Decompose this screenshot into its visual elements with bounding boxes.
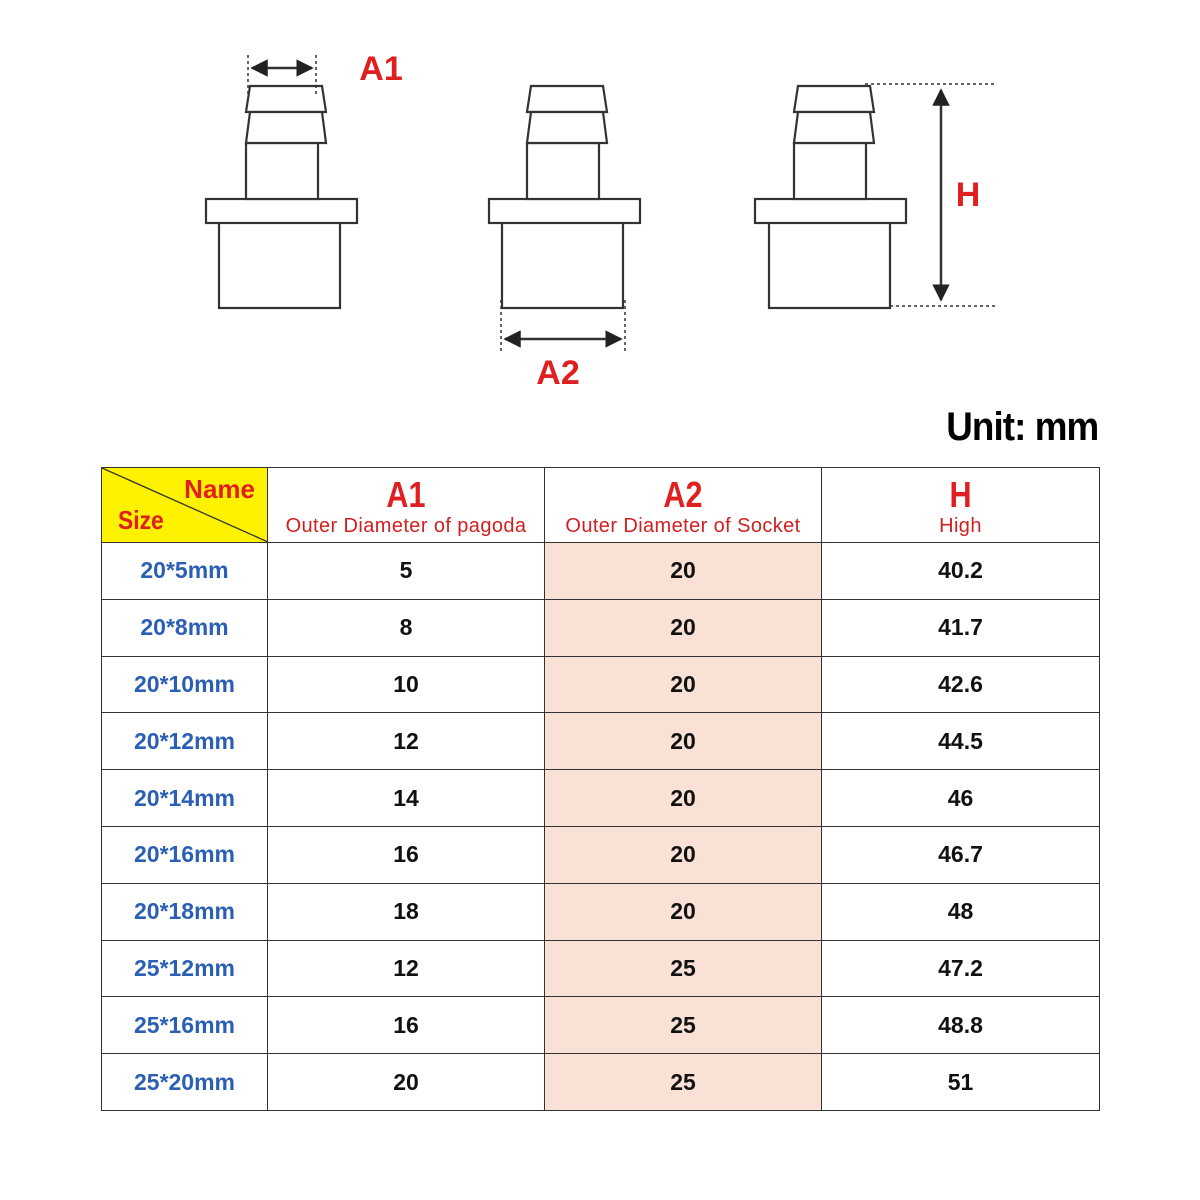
corner-header-cell — [102, 468, 268, 543]
h-value-cell: 48 — [822, 883, 1100, 940]
a2-value-cell: 20 — [545, 713, 822, 770]
column-header-a1 — [268, 468, 545, 543]
corner-size-label: Size — [118, 505, 164, 535]
h-value-cell: 48.8 — [822, 997, 1100, 1054]
a2-value-cell: 25 — [545, 940, 822, 997]
table-row — [102, 826, 1100, 883]
a1-value-cell: 12 — [268, 940, 545, 997]
table-row — [102, 940, 1100, 997]
fitting-3-outline — [755, 86, 906, 308]
svg-text:A1: A1 — [359, 50, 403, 88]
fitting-1-outline — [206, 86, 357, 308]
h-value-cell: 46 — [822, 770, 1100, 827]
corner-name-label: Name — [184, 474, 255, 504]
table-row — [102, 656, 1100, 713]
h-value-cell: 44.5 — [822, 713, 1100, 770]
table-row — [102, 770, 1100, 827]
h-value-cell: 42.6 — [822, 656, 1100, 713]
h-value-cell: 40.2 — [822, 543, 1100, 600]
svg-text:H: H — [955, 176, 981, 214]
fitting-2-outline — [489, 86, 640, 308]
size-cell: 20*10mm — [102, 656, 268, 713]
a1-value-cell: 10 — [268, 656, 545, 713]
a1-value-cell: 5 — [268, 543, 545, 600]
a2-value-cell: 20 — [545, 770, 822, 827]
a2-value-cell: 20 — [545, 826, 822, 883]
size-cell: 25*16mm — [102, 997, 268, 1054]
fitting-dimension-diagram — [0, 0, 1200, 420]
table-row — [102, 713, 1100, 770]
size-cell: 25*12mm — [102, 940, 268, 997]
a1-value-cell: 12 — [268, 713, 545, 770]
table-row — [102, 543, 1100, 600]
size-cell: 25*20mm — [102, 1054, 268, 1111]
a1-value-cell: 16 — [268, 826, 545, 883]
table-row — [102, 599, 1100, 656]
h-value-cell: 51 — [822, 1054, 1100, 1111]
h-label — [956, 176, 981, 214]
column-header-h — [822, 468, 1100, 543]
a2-value-cell: 20 — [545, 599, 822, 656]
size-cell: 20*8mm — [102, 599, 268, 656]
size-spec-table — [101, 467, 1100, 1111]
a2-label — [536, 354, 579, 392]
a1-value-cell: 20 — [268, 1054, 545, 1111]
size-cell: 20*5mm — [102, 543, 268, 600]
a2-value-cell: 20 — [545, 656, 822, 713]
column-header-a2 — [545, 468, 822, 543]
size-cell: 20*18mm — [102, 883, 268, 940]
a2-value-cell: 20 — [545, 883, 822, 940]
size-cell: 20*12mm — [102, 713, 268, 770]
h-value-cell: 47.2 — [822, 940, 1100, 997]
table-row — [102, 997, 1100, 1054]
a2-value-cell: 25 — [545, 997, 822, 1054]
column-desc-a2: Outer Diameter of Socket — [565, 515, 801, 537]
h-value-cell: 46.7 — [822, 826, 1100, 883]
a2-value-cell: 20 — [545, 543, 822, 600]
a2-value-cell: 25 — [545, 1054, 822, 1111]
a1-value-cell: 18 — [268, 883, 545, 940]
column-desc-a1: Outer Diameter of pagoda — [285, 515, 527, 537]
column-code-a1: A1 — [386, 474, 426, 515]
a1-value-cell: 14 — [268, 770, 545, 827]
unit-label: Unit: mm — [945, 405, 1098, 449]
size-cell: 20*16mm — [102, 826, 268, 883]
column-code-h: H — [949, 474, 972, 515]
table-row — [102, 1054, 1100, 1111]
svg-text:A2: A2 — [536, 354, 580, 392]
a1-value-cell: 16 — [268, 997, 545, 1054]
a1-value-cell: 8 — [268, 599, 545, 656]
a1-label — [359, 50, 402, 88]
table-row — [102, 883, 1100, 940]
h-value-cell: 41.7 — [822, 599, 1100, 656]
size-cell: 20*14mm — [102, 770, 268, 827]
column-code-a2: A2 — [663, 474, 703, 515]
column-desc-h: High — [939, 515, 982, 537]
table-header-row — [102, 468, 1100, 543]
